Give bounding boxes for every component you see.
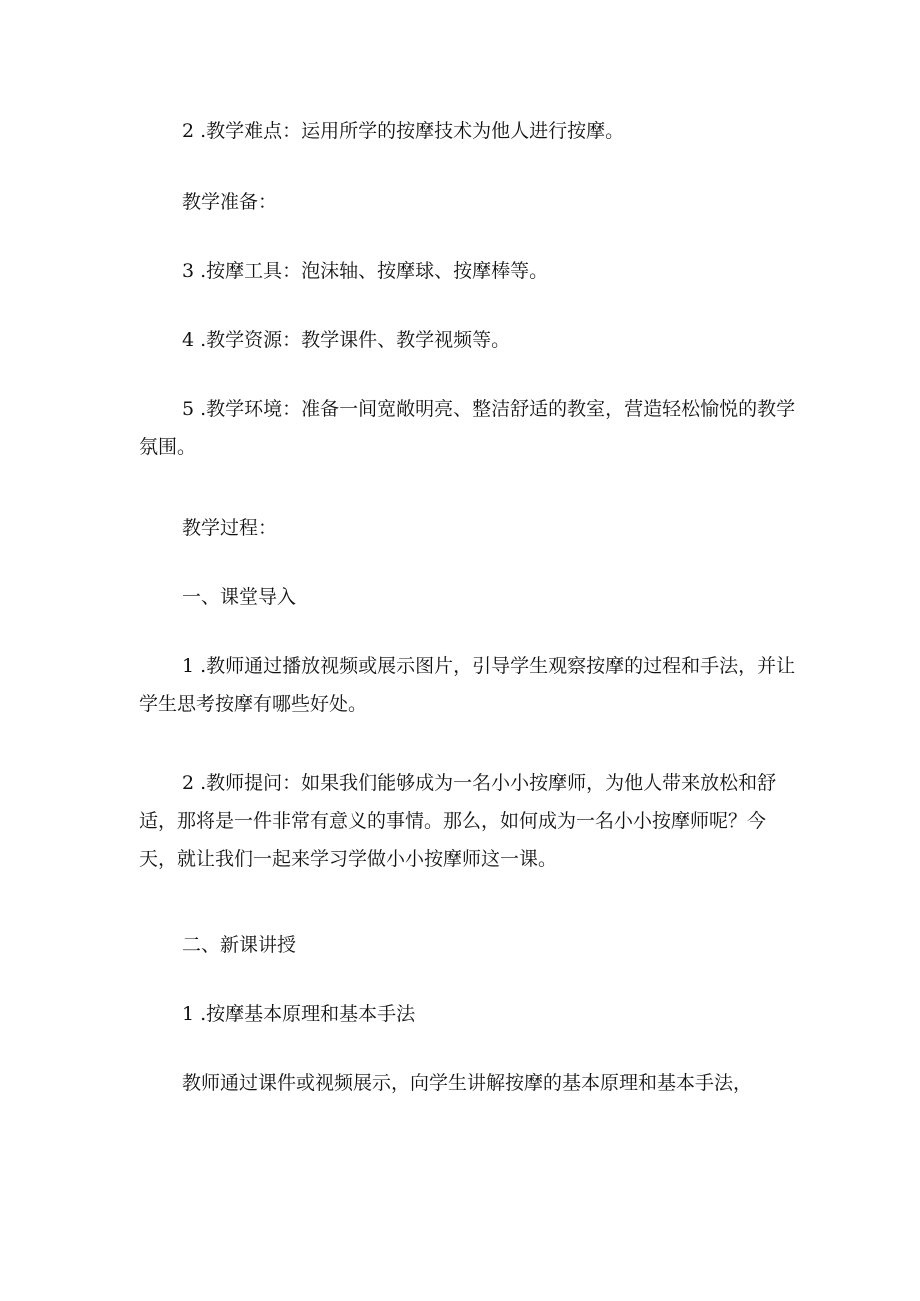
paragraph-teaching-resources: 4 .教学资源：教学课件、教学视频等。 (182, 329, 511, 351)
paragraph-introduction-step-1: 1 .教师通过播放视频或展示图片，引导学生观察按摩的过程和手法，并让学生思考按摩有哪些好处。 (139, 655, 796, 715)
paragraph-teaching-environment: 5 .教学环境：准备一间宽敞明亮、整洁舒适的教室，营造轻松愉悦的教学氛围。 (139, 398, 796, 458)
paragraph-lesson-explanation: 教师通过课件或视频展示，向学生讲解按摩的基本原理和基本手法， (182, 1072, 753, 1094)
paragraph-teaching-preparation-heading: 教学准备： (182, 191, 278, 213)
paragraph-teaching-difficulty: 2 .教学难点：运用所学的按摩技术为他人进行按摩。 (182, 120, 625, 142)
paragraph-teaching-process-heading: 教学过程： (182, 517, 278, 539)
paragraph-introduction-step-2: 2 .教师提问：如果我们能够成为一名小小按摩师，为他人带来放松和舒适，那将是一件非常有意义的事情。那么，如何成为一名小小按摩师呢？今天，就让我们一起来学习学做小小按摩师这一课。 (139, 772, 777, 870)
paragraph-massage-tools: 3 .按摩工具：泡沫轴、按摩球、按摩棒等。 (182, 260, 549, 282)
section-heading-new-lesson: 二、新课讲授 (182, 934, 297, 956)
subheading-massage-principles: 1 .按摩基本原理和基本手法 (182, 1003, 416, 1025)
section-heading-introduction: 一、课堂导入 (182, 586, 297, 608)
